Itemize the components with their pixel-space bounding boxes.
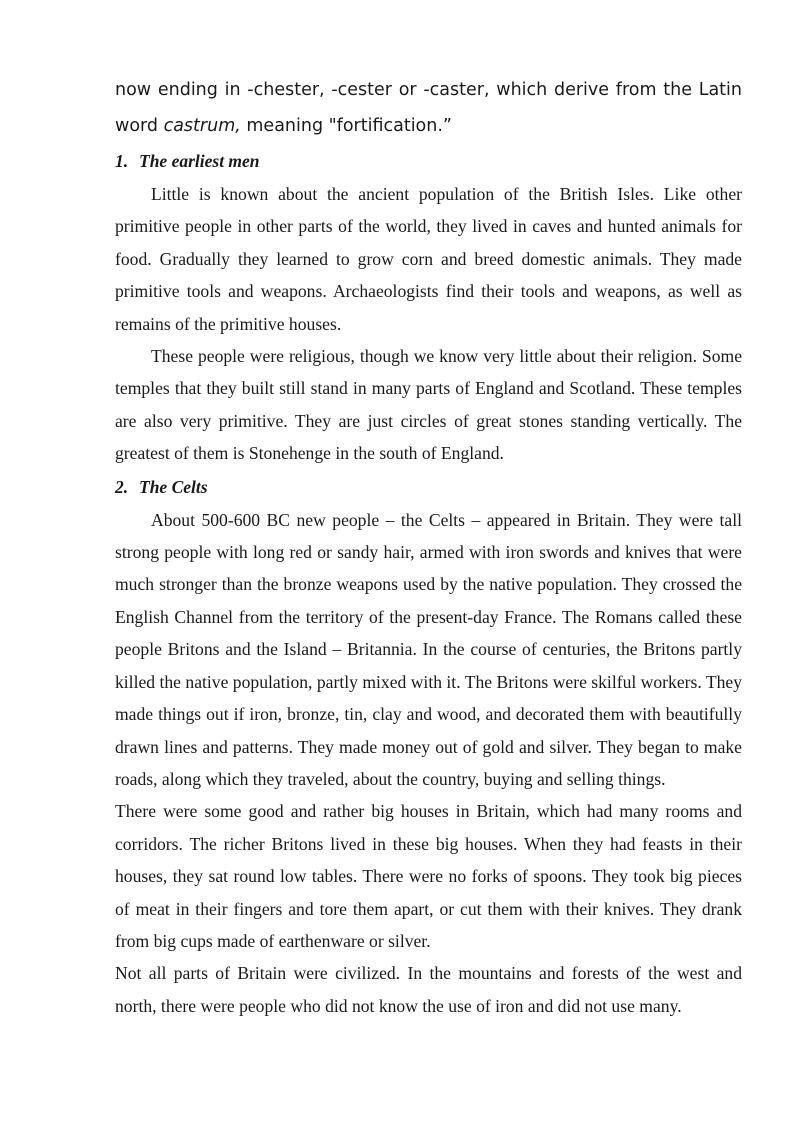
- paragraph-celts-arrival: About 500-600 BC new people – the Celts – appeared in Britain. They were tall strong people with long red or sandy hair, armed with iron swords and knives that were much stronger than the bronze weapons used by the native population. They crossed the English Channel from the territory of the present-day France. The Romans called these people Britons and the Island – Britannia. In the course of centuries, the Britons partly killed the native population, partly mixed with it. The Britons were skilful workers. They made things out if iron, bronze, tin, clay and wood, and decorated them with beautifully drawn lines and patterns. They made money out of gold and silver. They began to make roads, along which they traveled, about the country, buying and selling things.: [115, 509, 742, 789]
- section-number: 1.: [115, 151, 129, 171]
- paragraph-religion: These people were religious, though we know very little about their religion. Some temples that they built still stand in many parts of England and Scotland. These temples are also very primitive. They are just circles of great stones standing vertically. The greatest of them is Stonehenge in the south of England.: [115, 346, 742, 464]
- section-title: The earliest men: [139, 151, 260, 171]
- intro-text-end: meaning "fortification.”: [240, 116, 452, 136]
- section-title: The Celts: [139, 476, 208, 497]
- paragraph-houses: There were some good and rather big houses in Britain, which had many rooms and corridors. The richer Britons lived in these big houses. When they had feasts in their houses, they sat round low tables. There were no forks of spoons. They took big pieces of meat in their fingers and tore them apart, or cut them with their knives. They drank from big cups made of earthenware or silver.: [115, 801, 742, 951]
- section-heading-earliest-men: [115, 144, 742, 178]
- section-heading-celts: [115, 470, 742, 504]
- latin-word: castrum,: [163, 116, 241, 136]
- paragraph-ancient-population: Little is known about the ancient population of the British Isles. Like other primitive people in other parts of the world, they lived in caves and hunted animals for food. Gradually they learned to grow corn and breed domestic animals. They made primitive tools and weapons. Archaeologists find their tools and weapons, as well as remains of the primitive houses.: [115, 184, 742, 334]
- intro-paragraph: [115, 72, 742, 144]
- section-number: 2.: [115, 476, 129, 497]
- document-page: [115, 72, 742, 1022]
- intro-text-start: now ending in -chester, -cester or -caster, which derive from the Latin word: [115, 80, 742, 136]
- paragraph-civilization: Not all parts of Britain were civilized. In the mountains and forests of the west and north, there were people who did not know the use of iron and did not use many.: [115, 963, 742, 1016]
